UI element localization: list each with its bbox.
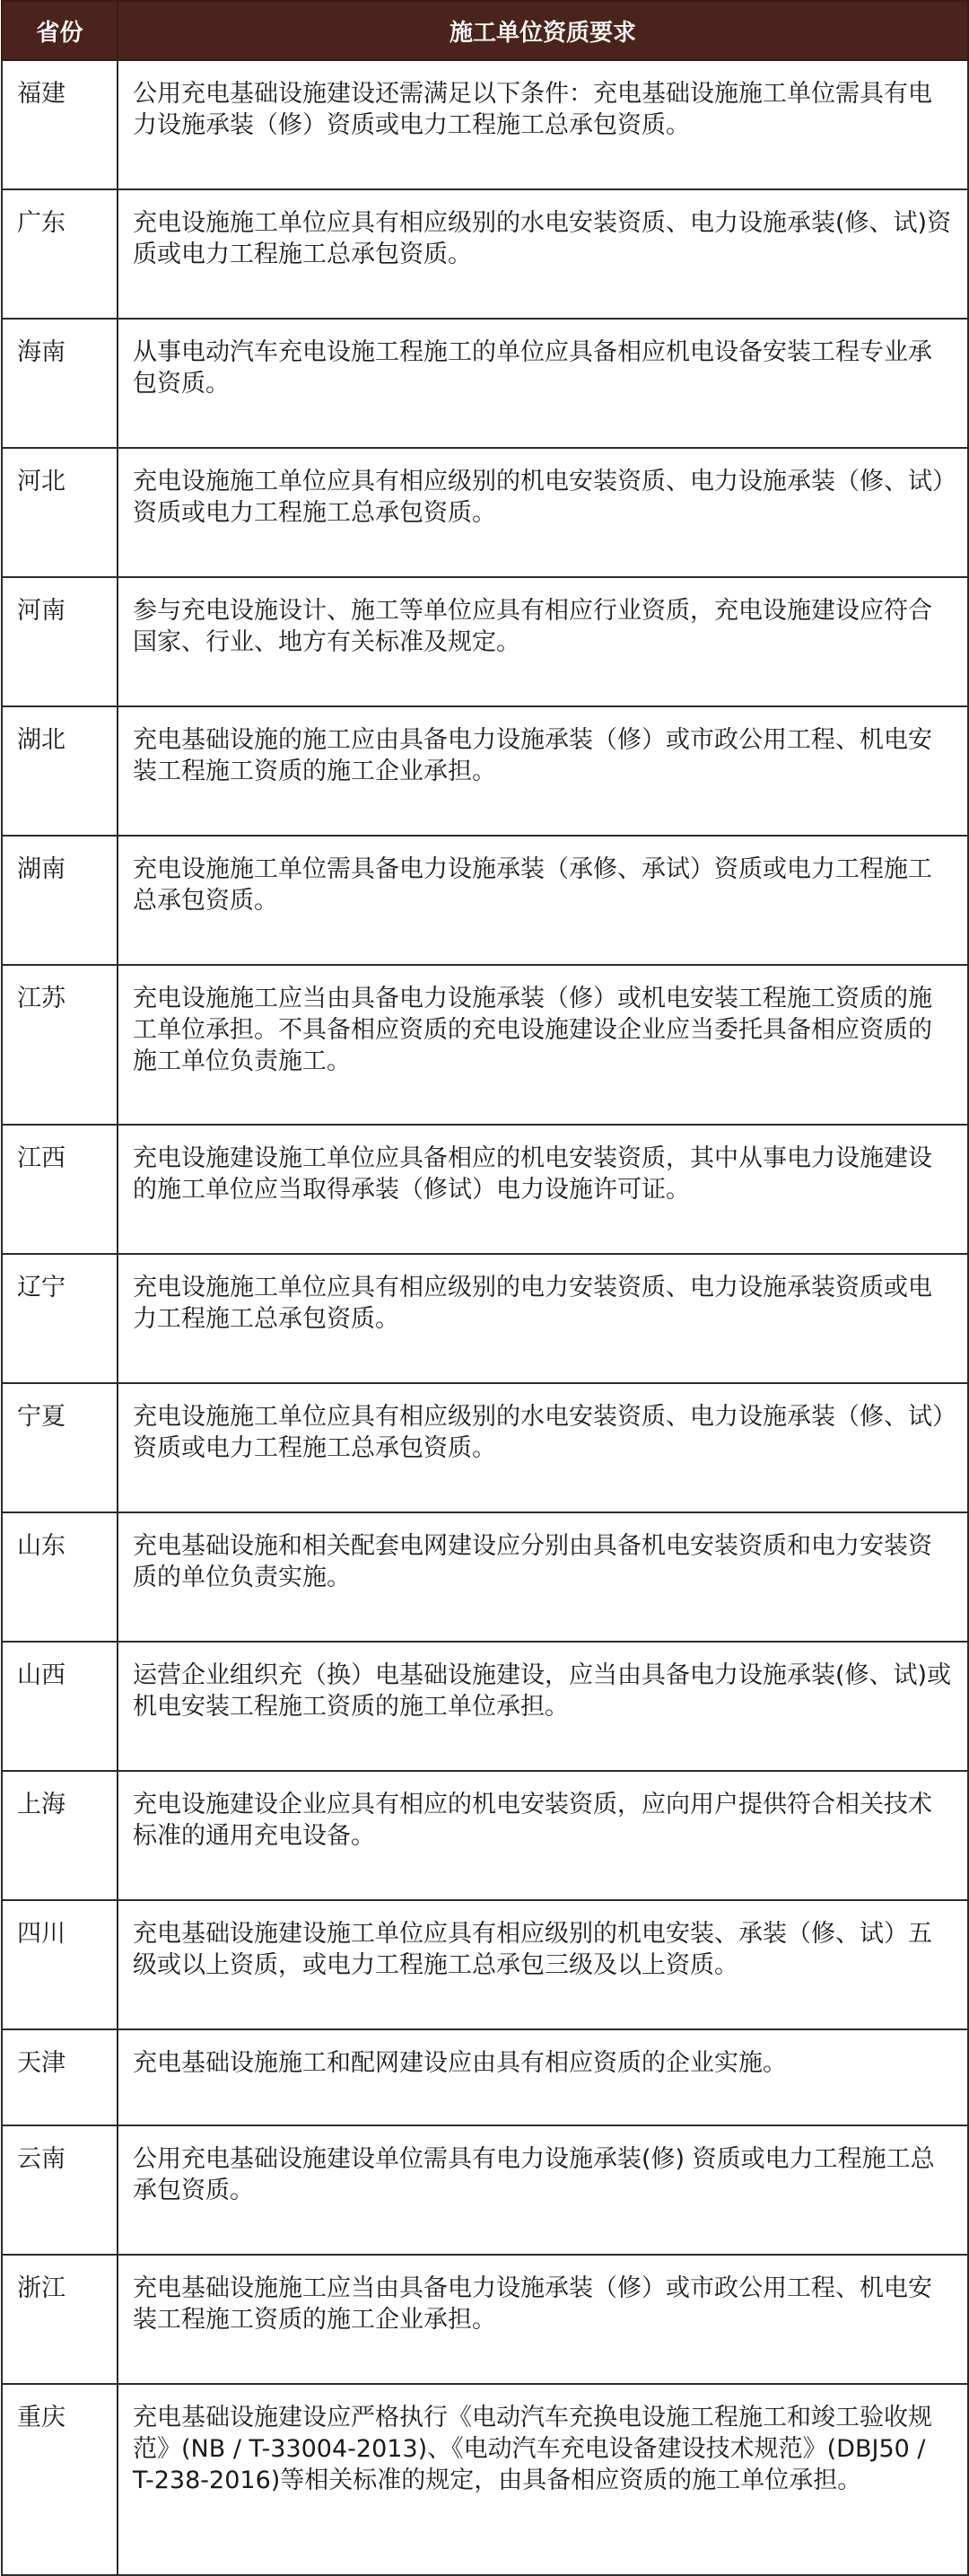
header-province: 省份 bbox=[2, 1, 118, 60]
table-row bbox=[2, 2255, 968, 2384]
qualification-table bbox=[1, 0, 969, 2576]
requirement-cell: 充电设施施工单位应具有相应级别的水电安装资质、电力设施承装（修、试）资质或电力工程施工总承包资质。 bbox=[118, 1383, 968, 1512]
province-cell: 云南 bbox=[2, 2125, 118, 2255]
table-row bbox=[2, 2384, 968, 2575]
requirement-cell: 参与充电设施设计、施工等单位应具有相应行业资质，充电设施建设应符合国家、行业、地方有关标准及规定。 bbox=[118, 577, 968, 706]
province-cell: 广东 bbox=[2, 189, 118, 319]
province-cell: 四川 bbox=[2, 1900, 118, 2029]
requirement-cell: 充电基础设施的施工应由具备电力设施承装（修）或市政公用工程、机电安装工程施工资质的施工企业承担。 bbox=[118, 706, 968, 836]
province-cell: 浙江 bbox=[2, 2255, 118, 2384]
header-requirement: 施工单位资质要求 bbox=[118, 1, 968, 60]
table-row bbox=[2, 1254, 968, 1383]
province-cell: 山东 bbox=[2, 1512, 118, 1642]
province-cell: 福建 bbox=[2, 60, 118, 189]
table-row bbox=[2, 577, 968, 706]
requirement-cell: 充电设施施工单位需具备电力设施承装（承修、承试）资质或电力工程施工总承包资质。 bbox=[118, 836, 968, 965]
header-row bbox=[2, 1, 968, 60]
table-row bbox=[2, 1771, 968, 1900]
requirement-cell: 充电基础设施施工应当由具备电力设施承装（修）或市政公用工程、机电安装工程施工资质的施工企业承担。 bbox=[118, 2255, 968, 2384]
province-cell: 江苏 bbox=[2, 965, 118, 1125]
requirement-cell: 充电设施施工应当由具备电力设施承装（修）或机电安装工程施工资质的施工单位承担。不具备相应资质的充电设施建设企业应当委托具备相应资质的施工单位负责施工。 bbox=[118, 965, 968, 1125]
requirement-cell: 充电基础设施建设应严格执行《电动汽车充换电设施工程施工和竣工验收规范》(NB / T-33004-2013)、《电动汽车充电设备建设技术规范》(DBJ50 / T-238-2016)等相关标准的规定，由具备相应资质的施工单位承担。 bbox=[118, 2384, 968, 2575]
requirement-cell: 充电基础设施和相关配套电网建设应分别由具备机电安装资质和电力安装资质的单位负责实施。 bbox=[118, 1512, 968, 1642]
requirement-cell: 充电设施建设施工单位应具备相应的机电安装资质，其中从事电力设施建设的施工单位应当取得承装（修试）电力设施许可证。 bbox=[118, 1125, 968, 1254]
province-cell: 江西 bbox=[2, 1125, 118, 1254]
table-row bbox=[2, 1642, 968, 1771]
table-row bbox=[2, 965, 968, 1125]
province-cell: 重庆 bbox=[2, 2384, 118, 2575]
requirement-cell: 从事电动汽车充电设施工程施工的单位应具备相应机电设备安装工程专业承包资质。 bbox=[118, 319, 968, 448]
province-cell: 海南 bbox=[2, 319, 118, 448]
province-cell: 辽宁 bbox=[2, 1254, 118, 1383]
table-row bbox=[2, 1125, 968, 1254]
requirement-cell: 充电设施施工单位应具有相应级别的电力安装资质、电力设施承装资质或电力工程施工总承包资质。 bbox=[118, 1254, 968, 1383]
requirement-cell: 运营企业组织充（换）电基础设施建设，应当由具备电力设施承装(修、试)或机电安装工程施工资质的施工单位承担。 bbox=[118, 1642, 968, 1771]
table-row bbox=[2, 2125, 968, 2255]
requirement-cell: 充电设施施工单位应具有相应级别的水电安装资质、电力设施承装(修、试)资质或电力工程施工总承包资质。 bbox=[118, 189, 968, 319]
table-row bbox=[2, 2029, 968, 2125]
table-row bbox=[2, 1512, 968, 1642]
qualification-table-container bbox=[1, 0, 967, 2576]
requirement-cell: 充电基础设施建设施工单位应具有相应级别的机电安装、承装（修、试）五级或以上资质，或电力工程施工总承包三级及以上资质。 bbox=[118, 1900, 968, 2029]
table-row bbox=[2, 706, 968, 836]
requirement-cell: 充电设施建设企业应具有相应的机电安装资质，应向用户提供符合相关技术标准的通用充电设备。 bbox=[118, 1771, 968, 1900]
province-cell: 湖北 bbox=[2, 706, 118, 836]
province-cell: 湖南 bbox=[2, 836, 118, 965]
requirement-cell: 公用充电基础设施建设单位需具有电力设施承装(修) 资质或电力工程施工总承包资质。 bbox=[118, 2125, 968, 2255]
table-row bbox=[2, 836, 968, 965]
province-cell: 河南 bbox=[2, 577, 118, 706]
province-cell: 上海 bbox=[2, 1771, 118, 1900]
table-row bbox=[2, 1900, 968, 2029]
table-row bbox=[2, 189, 968, 319]
province-cell: 河北 bbox=[2, 448, 118, 577]
province-cell: 山西 bbox=[2, 1642, 118, 1771]
requirement-cell: 充电基础设施施工和配网建设应由具有相应资质的企业实施。 bbox=[118, 2029, 968, 2125]
requirement-cell: 公用充电基础设施建设还需满足以下条件：充电基础设施施工单位需具有电力设施承装（修）资质或电力工程施工总承包资质。 bbox=[118, 60, 968, 189]
table-row bbox=[2, 1383, 968, 1512]
requirement-cell: 充电设施施工单位应具有相应级别的机电安装资质、电力设施承装（修、试）资质或电力工程施工总承包资质。 bbox=[118, 448, 968, 577]
table-row bbox=[2, 60, 968, 189]
table-body bbox=[2, 60, 968, 2575]
table-header bbox=[2, 1, 968, 60]
province-cell: 宁夏 bbox=[2, 1383, 118, 1512]
table-row bbox=[2, 448, 968, 577]
province-cell: 天津 bbox=[2, 2029, 118, 2125]
table-row bbox=[2, 319, 968, 448]
